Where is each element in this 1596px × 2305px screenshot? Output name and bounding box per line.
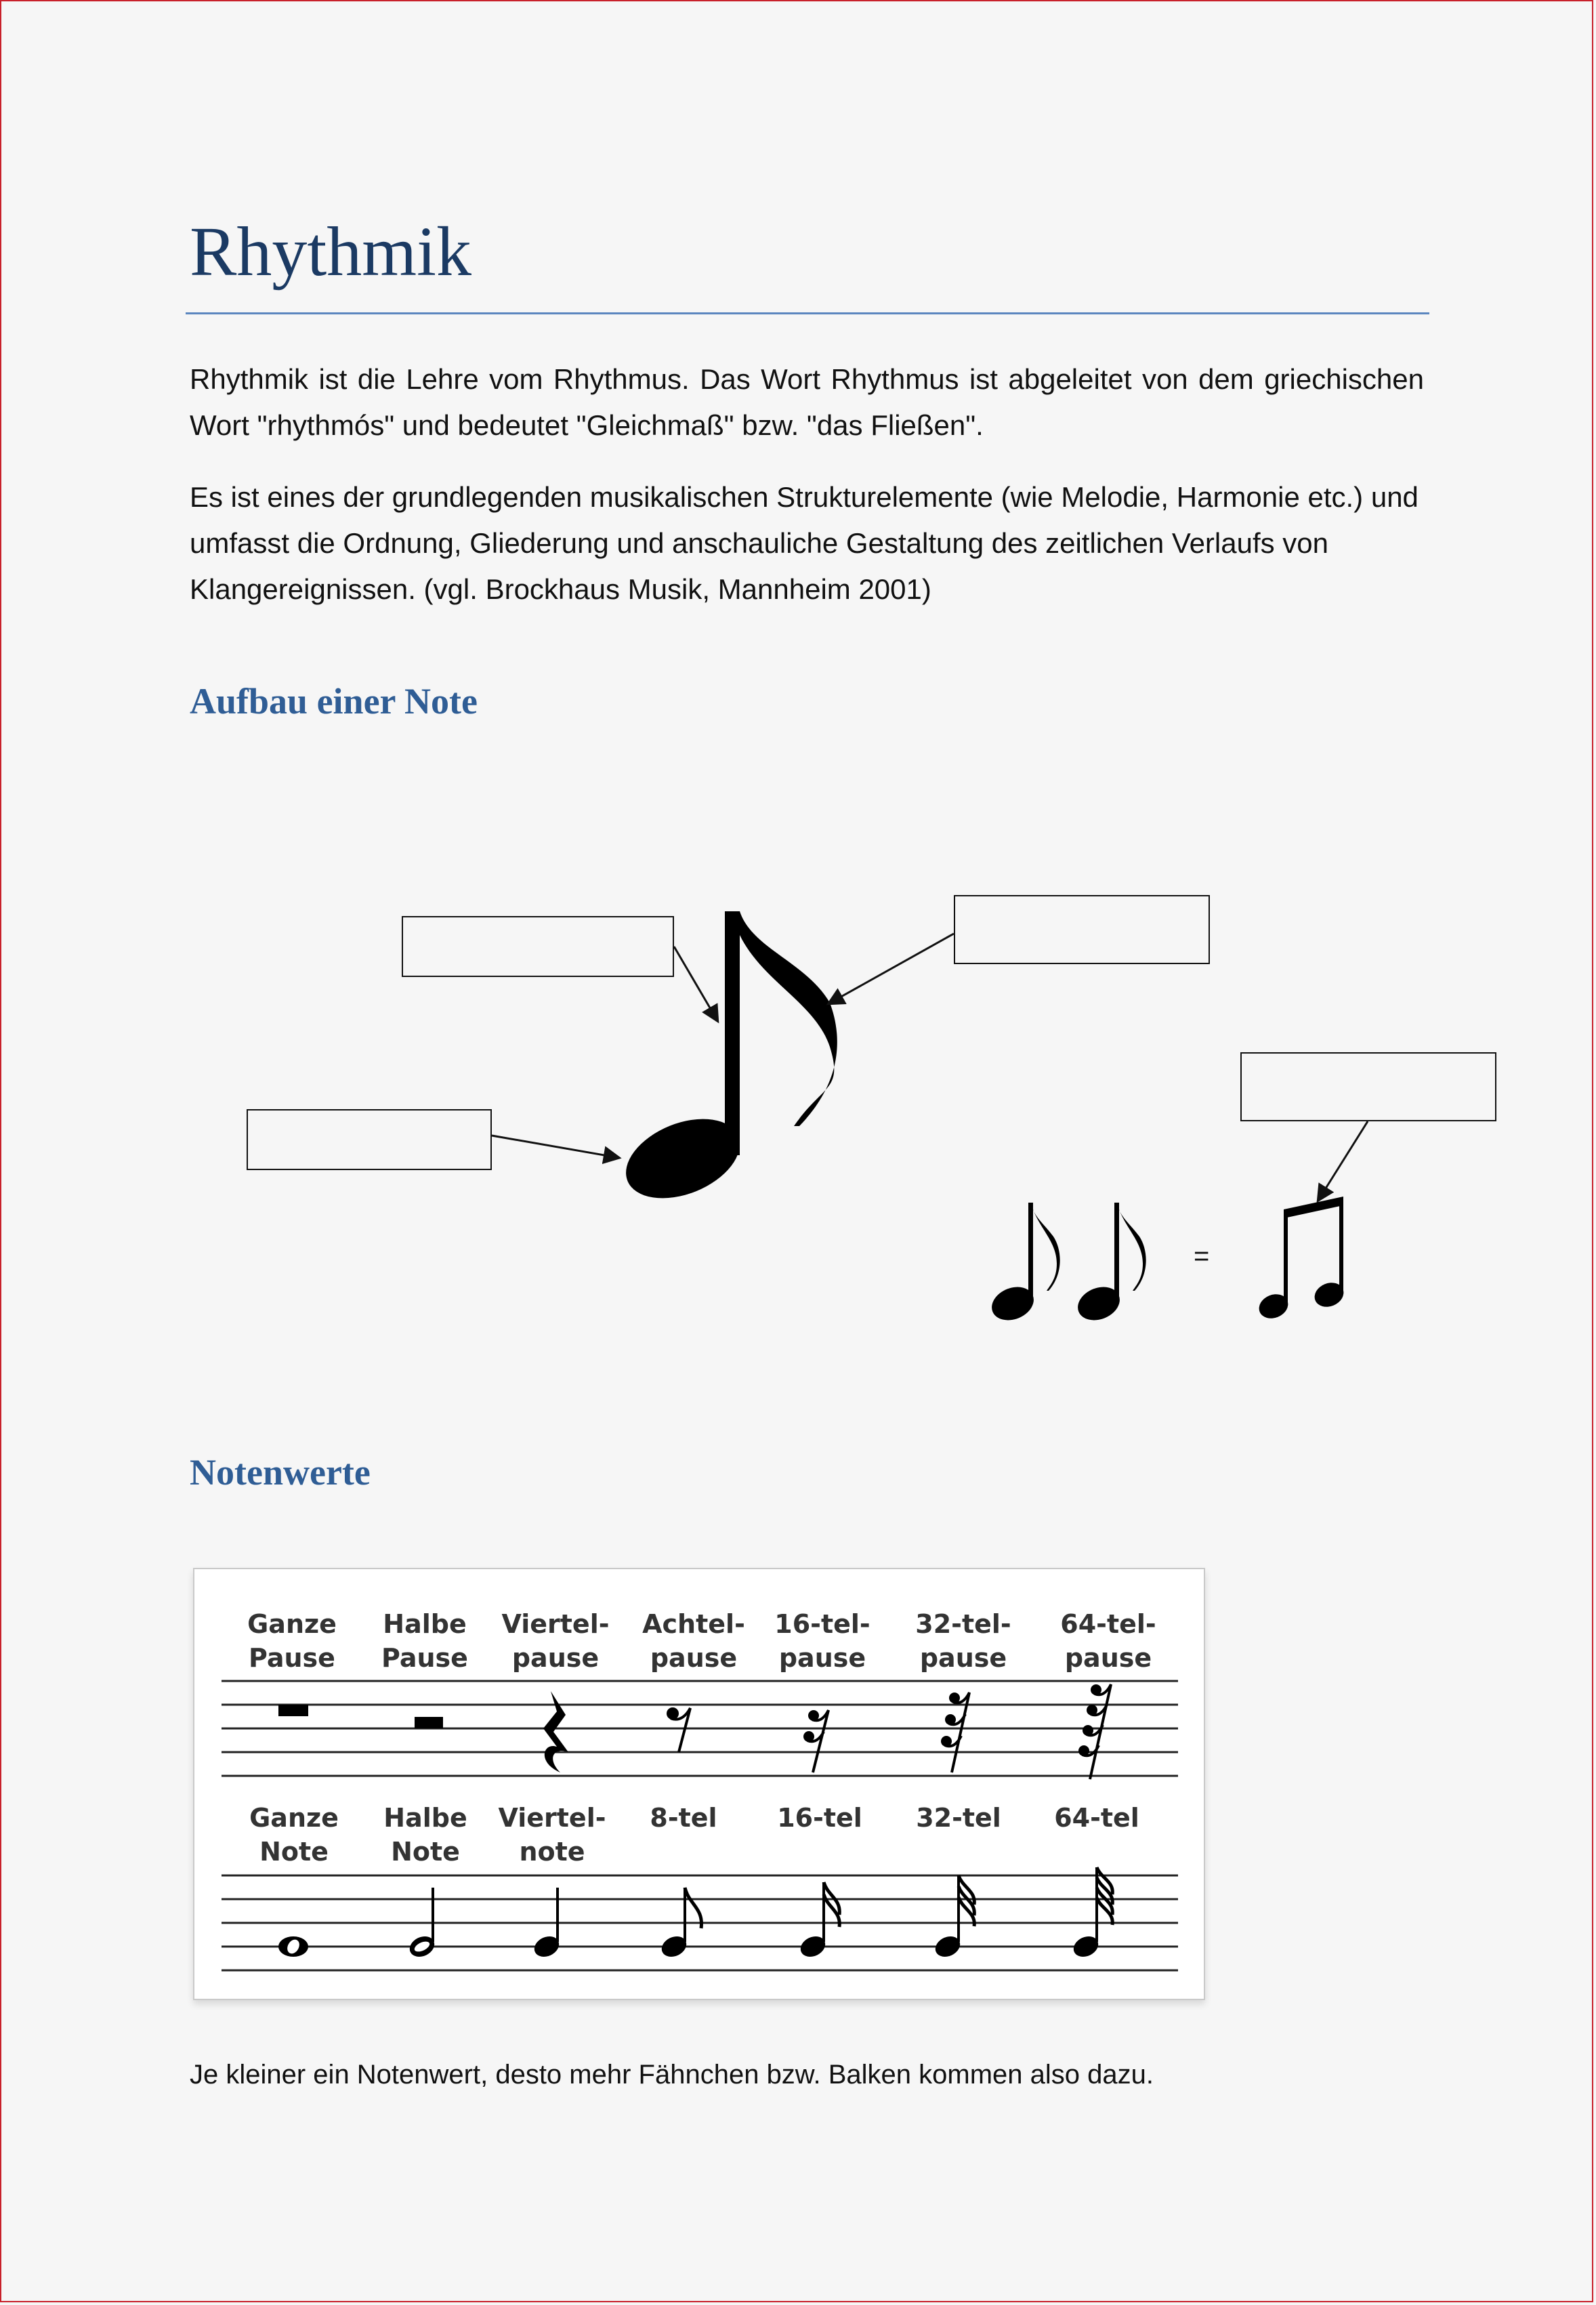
whole-rest-icon (278, 1705, 308, 1716)
arrow-stem (674, 947, 718, 1022)
beamed-eighth-notes-icon (1255, 1197, 1347, 1323)
note-label-16th: 16-tel (777, 1803, 862, 1833)
16th-rest-icon (803, 1710, 828, 1772)
intro-paragraph-2: Es ist eines der grundlegenden musikalischen Strukturelemente (wie Melodie, Harmonie etc.) und umfasst die Ordnung, Gliederung und anschauliche Gestaltung des zeitlichen Verlaufs von Klangereignissen. (vgl. Brockhaus Musik, Mannheim 2001) (190, 481, 1419, 605)
heading-note-structure: Aufbau einer Note (190, 681, 478, 722)
equals-sign: = (1194, 1241, 1210, 1271)
note-label-eighth: 8-tel (650, 1803, 717, 1833)
quarter-rest-icon (543, 1691, 568, 1772)
rest-label-quarter: Viertel- pause (501, 1609, 610, 1673)
eighth-note-pair-icon (987, 1203, 1146, 1326)
arrow-beam (1318, 1121, 1368, 1201)
64th-rest-icon (1078, 1684, 1111, 1779)
note-label-32nd: 32-tel (916, 1803, 1001, 1833)
rest-label-whole: Ganze Pause (247, 1609, 337, 1673)
32nd-note-icon (932, 1875, 974, 1961)
arrow-flag (828, 934, 954, 1004)
arrow-notehead (492, 1136, 620, 1158)
half-rest-icon (415, 1717, 443, 1728)
note-values-staves (194, 1569, 1204, 1999)
note-label-whole: Ganze Note (249, 1803, 339, 1867)
intro-paragraph-1: Rhythmik ist die Lehre vom Rhythmus. Das Wort Rhythmus ist abgeleitet von dem griechischen Wort "rhythmós" und bedeutet "Gleichmaß" bzw. "das Fließen". (190, 363, 1424, 441)
rest-label-eighth: Achtel- pause (642, 1609, 745, 1673)
note-label-half: Halbe Note (383, 1803, 467, 1867)
rest-label-half: Halbe Pause (381, 1609, 468, 1673)
rest-staff (222, 1681, 1178, 1776)
eighth-note-icon (614, 911, 837, 1213)
note-values-caption: Je kleiner ein Notenwert, desto mehr Fähnchen bzw. Balken kommen also dazu. (190, 2060, 1154, 2090)
note-values-table (193, 1568, 1205, 2000)
page-title: Rhythmik (190, 213, 472, 291)
16th-note-icon (797, 1882, 839, 1961)
eighth-rest-icon (667, 1707, 690, 1752)
note-label-quarter: Viertel- note (498, 1803, 606, 1867)
rest-label-32nd: 32-tel- pause (915, 1609, 1011, 1673)
rest-label-64th: 64-tel- pause (1060, 1609, 1156, 1673)
heading-note-values: Notenwerte (190, 1452, 371, 1493)
note-label-64th: 64-tel (1054, 1803, 1139, 1833)
whole-note-icon (278, 1936, 308, 1957)
rest-label-16th: 16-tel- pause (774, 1609, 870, 1673)
